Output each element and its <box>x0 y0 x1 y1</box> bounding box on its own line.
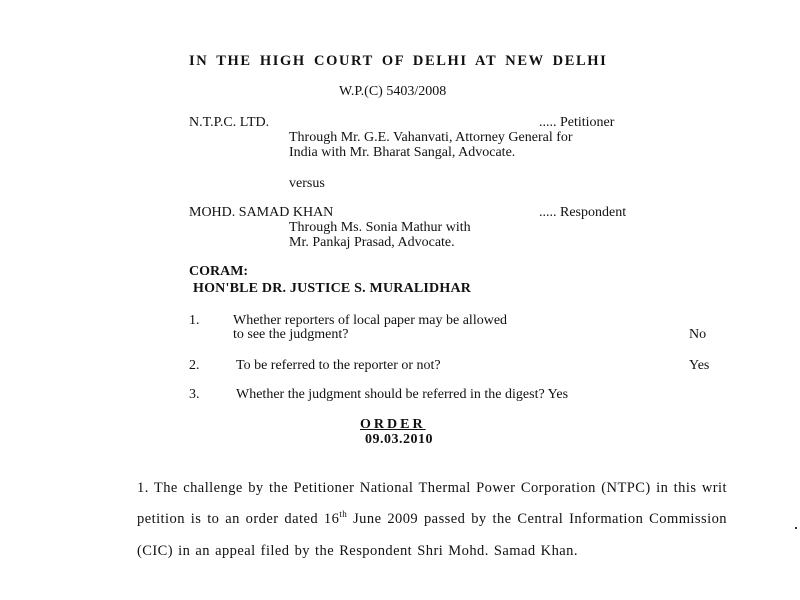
question-answer: No <box>689 327 707 342</box>
case-number: W.P.(C) 5403/2008 <box>339 84 447 99</box>
court-title: IN THE HIGH COURT OF DELHI AT NEW DELHI <box>189 53 608 69</box>
question-text: Whether the judgment should be referred in the digest? Yes <box>236 387 569 402</box>
question-number: 1. <box>189 313 200 328</box>
question-answer: Yes <box>689 358 710 373</box>
question-number: 3. <box>189 387 200 402</box>
paragraph-text: 1. The challenge by the Petitioner National Thermal Power Corporation (NTPC) in this writ petition is to an order dated 16 <box>137 479 727 527</box>
paragraph-text-continued: June 2009 passed by the Central Information Commission (CIC) in an appeal filed by the Respondent Shri Mohd. Samad Khan. <box>137 511 727 559</box>
question-number: 2. <box>189 358 200 373</box>
scan-speck <box>795 527 797 529</box>
date-ordinal: th <box>339 509 348 520</box>
question-text: To be referred to the reporter or not? <box>236 358 441 373</box>
petitioner-name: N.T.P.C. LTD. <box>189 115 270 130</box>
respondent-counsel-line2: Mr. Pankaj Prasad, Advocate. <box>289 235 455 250</box>
versus-label: versus <box>289 176 325 191</box>
question-text-continued: to see the judgment? <box>233 327 349 342</box>
respondent-role: ..... Respondent <box>539 205 627 220</box>
order-paragraph <box>137 473 727 568</box>
order-date: 09.03.2010 <box>365 432 433 447</box>
coram-heading: CORAM: <box>189 264 249 279</box>
petitioner-counsel-line2: India with Mr. Bharat Sangal, Advocate. <box>289 145 516 160</box>
question-text: Whether reporters of local paper may be allowed <box>233 313 508 328</box>
petitioner-role: ..... Petitioner <box>539 115 615 130</box>
order-heading: ORDER <box>360 417 426 432</box>
coram-judge: HON'BLE DR. JUSTICE S. MURALIDHAR <box>193 281 472 296</box>
petitioner-counsel-line1: Through Mr. G.E. Vahanvati, Attorney General for <box>289 130 573 145</box>
respondent-name: MOHD. SAMAD KHAN <box>189 205 334 220</box>
respondent-counsel-line1: Through Ms. Sonia Mathur with <box>289 220 471 235</box>
